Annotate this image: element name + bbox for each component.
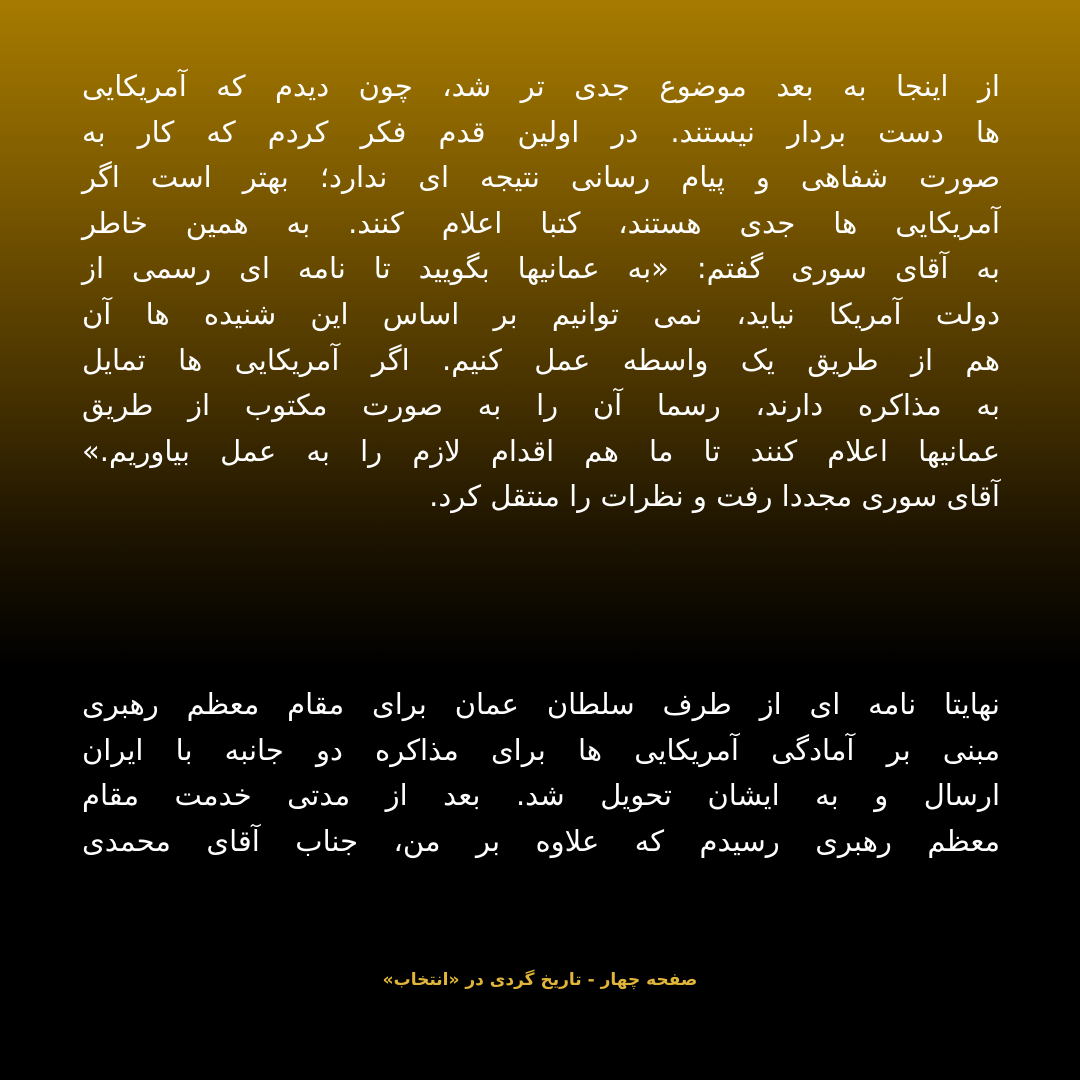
text-line: از اینجا به بعد موضوع جدی تر شد، چون دیدم که آمریکایی xyxy=(82,69,1000,103)
text-line: به مذاکره دارند، رسما آن را به صورت مکتوب از طریق xyxy=(82,388,1000,423)
text-line: عمانیها اعلام کنند تا ما هم اقدام لازم را به عمل بیاوریم.» xyxy=(82,433,1000,468)
text-line: آمریکایی ها جدی هستند، کتبا اعلام کنند. به همین خاطر xyxy=(82,205,1000,240)
paragraph-1 xyxy=(82,64,1000,520)
paragraph-2 xyxy=(82,682,1000,864)
text-line: به آقای سوری گفتم: «به عمانیها بگویید تا نامه ای رسمی از xyxy=(82,251,1000,286)
text-line: مبنی بر آمادگی آمریکایی ها برای مذاکره دو جانبه با ایران xyxy=(82,732,1000,767)
text-line: معظم رهبری رسیدم که علاوه بر من، جناب آقای محمدی xyxy=(82,823,1000,858)
text-line: ها دست بردار نیستند. در اولین قدم فکر کردم که کار به xyxy=(82,114,1000,149)
text-line: صورت شفاهی و پیام رسانی نتیجه ای ندارد؛ بهتر است اگر xyxy=(82,160,1000,195)
text-line: هم از طریق یک واسطه عمل کنیم. اگر آمریکایی ها تمایل xyxy=(82,342,1000,377)
text-line: دولت آمریکا نیاید، نمی توانیم بر اساس این شنیده ها آن xyxy=(82,296,1000,331)
text-line: نهایتا نامه ای از طرف سلطان عمان برای مقام معظم رهبری xyxy=(82,687,1000,721)
text-line: ارسال و به ایشان تحویل شد. بعد از مدتی خدمت مقام xyxy=(82,778,1000,813)
text-line: آقای سوری مجددا رفت و نظرات را منتقل کرد. xyxy=(429,479,1000,514)
page-footer: صفحه چهار - تاریخ گردی در «انتخاب» xyxy=(382,970,698,990)
